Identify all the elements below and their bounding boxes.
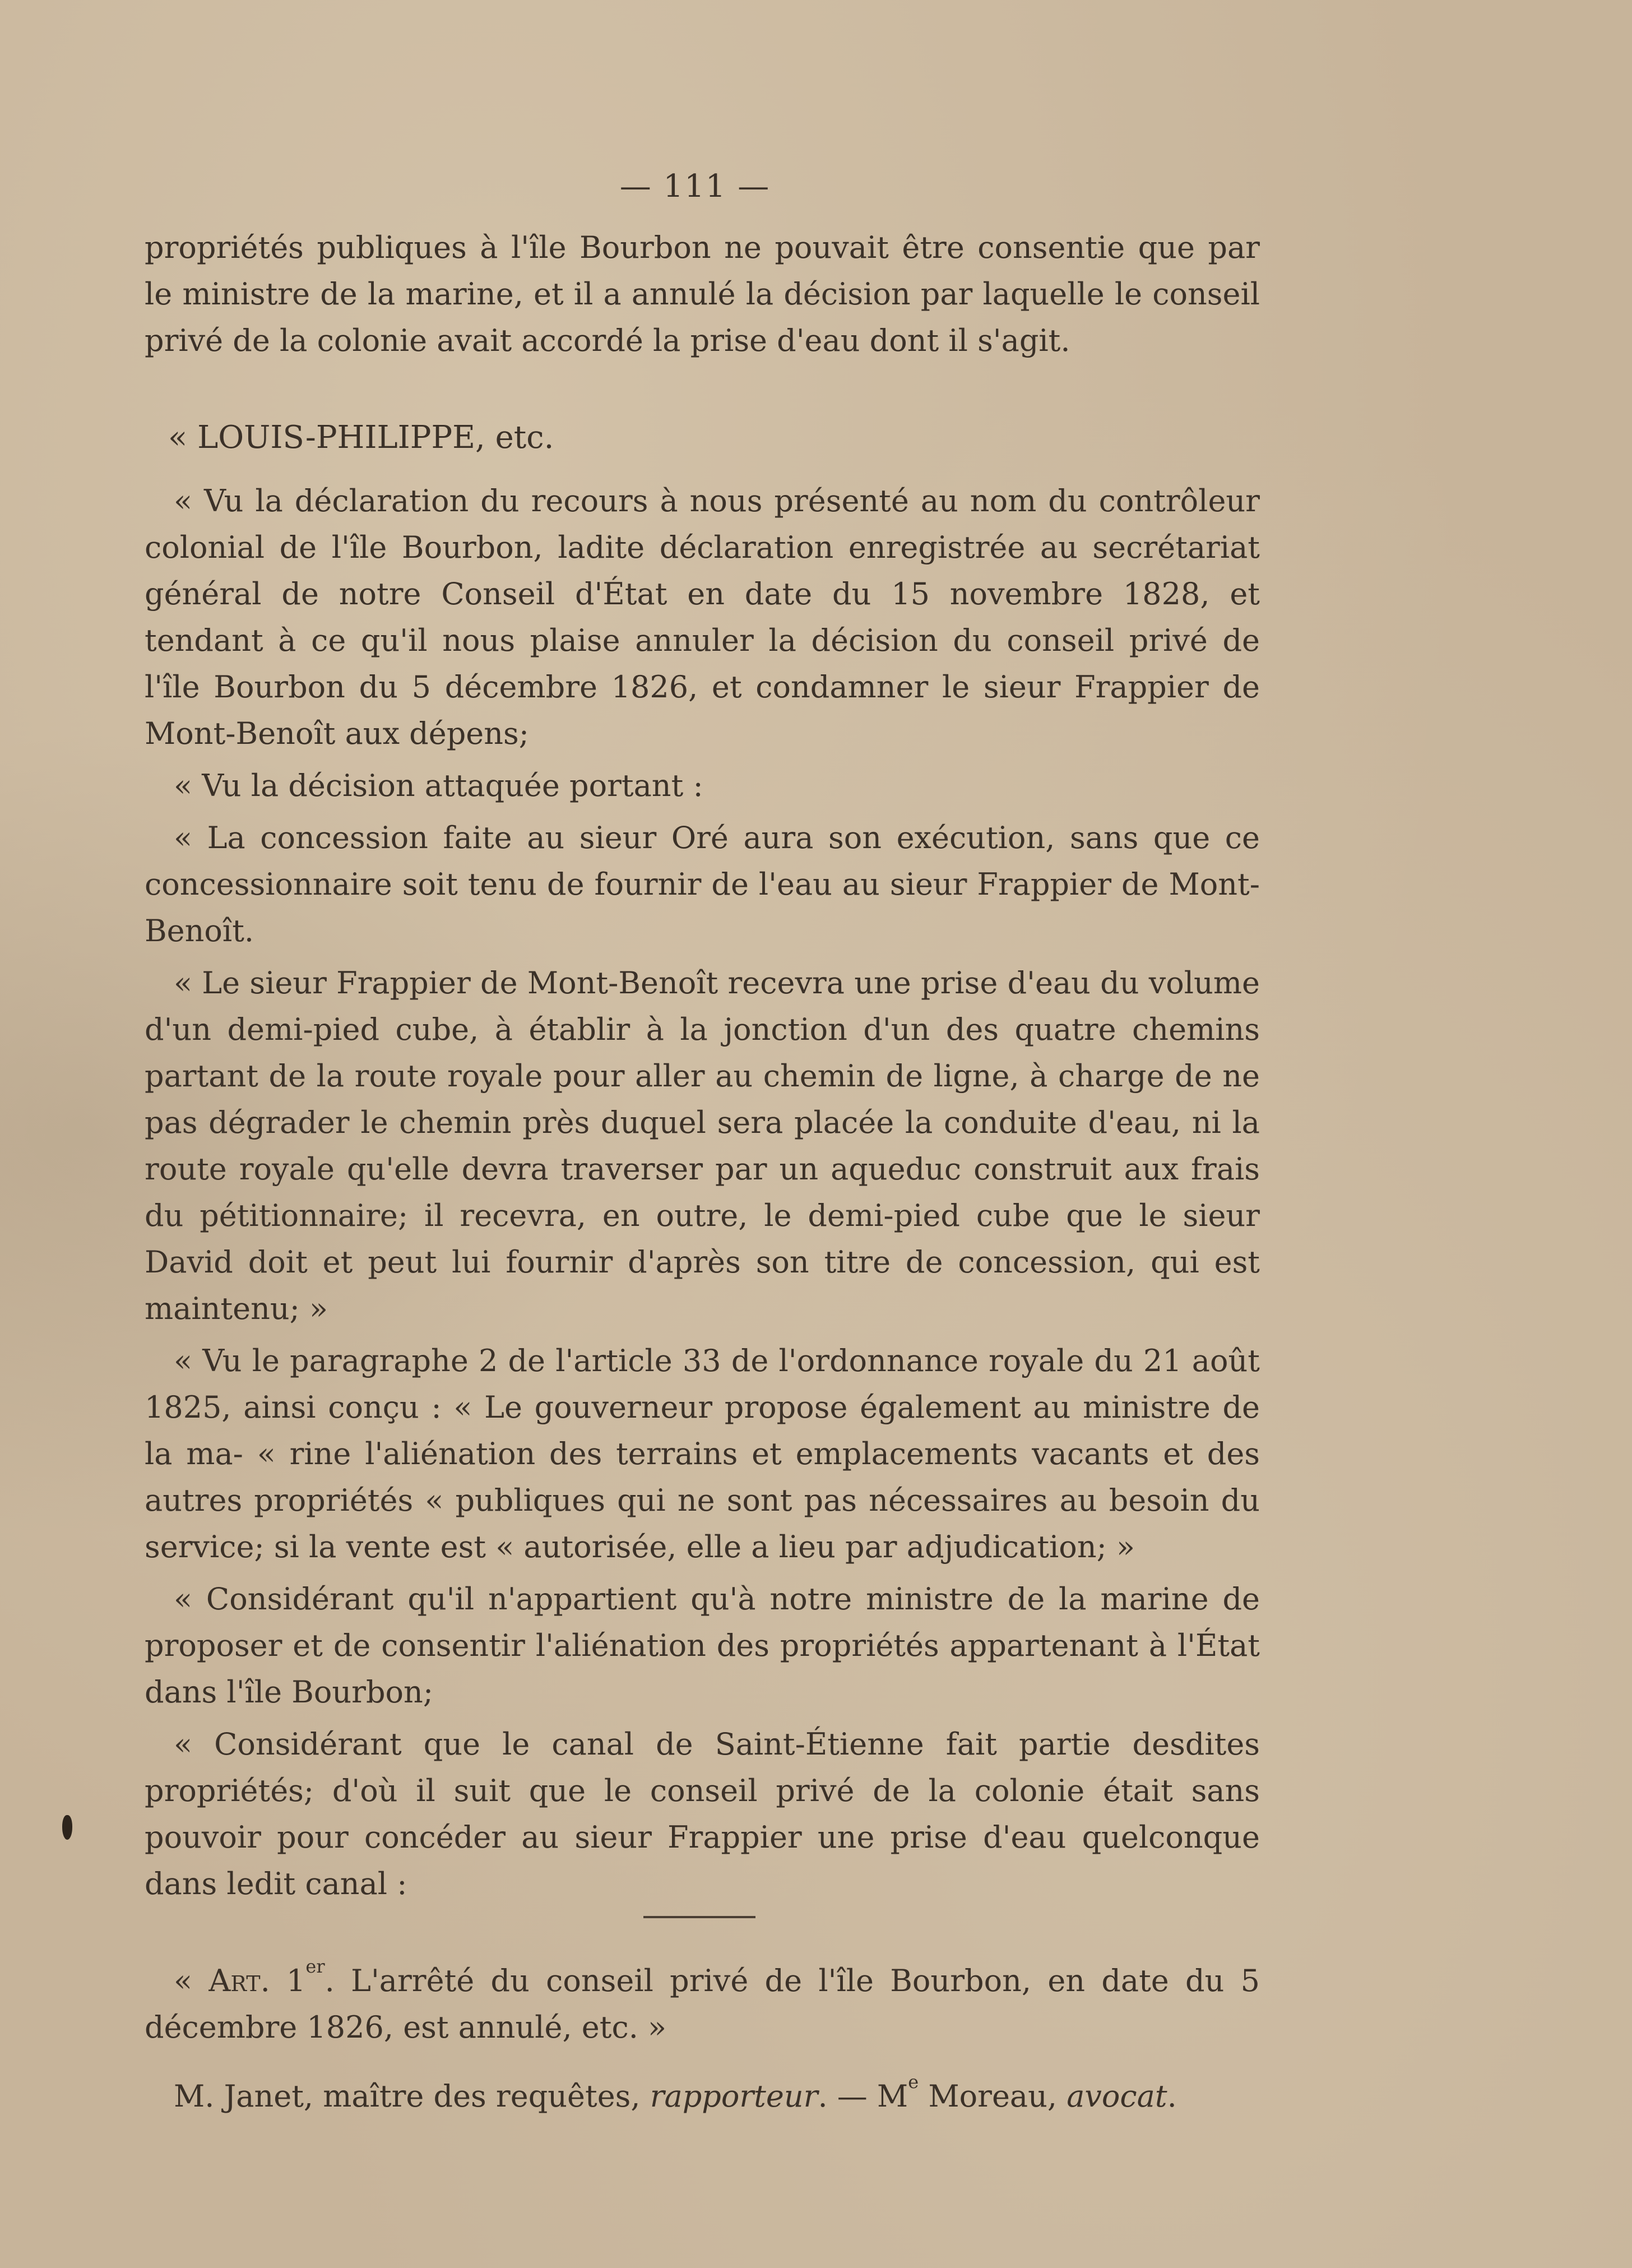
ink-blot-mark — [62, 1815, 72, 1840]
paragraph-article — [145, 1957, 1260, 2051]
paragraph-prise-eau: « Le sieur Frappier de Mont-Benoît recevra une prise d'eau du volume d'un demi-pied cube, à établir à la jonction d'un des quatre chemins partant de la route royale pour aller au chemin de ligne, à charge de ne pas dégrader le chemin près duquel sera placée la conduite d'eau, ni la route royale qu'elle devra traverser par un aqueduc construit aux frais du pétitionnaire; il recevra, en outre, le demi-pied cube que le sieur David doit et peut lui fournir d'après son titre de concession, qui est maintenu; » — [145, 965, 1260, 1326]
paragraph-considerant-2: « Considérant que le canal de Saint-Étienne fait partie desdites propriétés; d'où il suit que le conseil privé de la colonie était sans pouvoir pour concéder au sieur Frappier une prise d'eau quelconque dans ledit canal : — [145, 1727, 1260, 1901]
paragraph-intro: propriétés publiques à l'île Bourbon ne pouvait être consentie que par le ministre de la marine, et il a annulé la décision par laquelle le conseil privé de la colonie avait accordé la prise d'eau dont il s'agit. — [145, 230, 1260, 358]
signature-end: . — [1167, 2079, 1177, 2114]
page-number: — 111 — — [619, 168, 771, 205]
paragraph-vu-declaration: « Vu la déclaration du recours à nous présenté au nom du contrôleur colonial de l'île Bourbon, ladite déclaration enregistrée au secrétariat général de notre Conseil d'État en date du 15 novembre 1828, et tendant à ce qu'il nous plaise annuler la décision du conseil privé de l'île Bourbon du 5 décembre 1826, et condamner le sieur Frappier de Mont-Benoît aux dépens; — [145, 483, 1260, 751]
avocat-name: Moreau, — [919, 2079, 1067, 2114]
maitre-sup: e — [908, 2071, 919, 2093]
document-body — [145, 224, 1260, 2125]
paragraph-considerant-1: « Considérant qu'il n'appartient qu'à notre ministre de la marine de proposer et de consentir l'aliénation des propriétés appartenant à l'État dans l'île Bourbon; — [145, 1581, 1260, 1710]
rapporteur-name: M. Janet, maître des requêtes, — [174, 2079, 650, 2114]
article-sup: er — [305, 1956, 325, 1977]
paragraph-vu-paragraphe: « Vu le paragraphe 2 de l'article 33 de l'ordonnance royale du 21 août 1825, ainsi conçu : « Le gouverneur propose également au ministre de la ma- « rine l'aliénation des terrains et emplacements vacants et des autres propriétés « publiques qui ne sont pas nécessaires au besoin du service; si la vente est « autorisée, elle a lieu par adjudication; » — [145, 1343, 1260, 1565]
avocat-role: avocat — [1067, 2079, 1167, 2114]
article-prefix: « — [174, 1963, 209, 1998]
paragraph-vu-decision: « Vu la décision attaquée portant : — [174, 768, 703, 803]
article-text: . L'arrêté du conseil privé de l'île Bourbon, en date du 5 décembre 1826, est annulé, etc. » — [145, 1963, 1260, 2045]
signature-separator: . — M — [818, 2079, 908, 2114]
paragraph-concession: « La concession faite au sieur Oré aura son exécution, sans que ce concessionnaire soit tenu de fournir de l'eau au sieur Frappier de Mont-Benoît. — [145, 820, 1260, 948]
rapporteur-role: rapporteur — [650, 2079, 818, 2114]
signature-line — [145, 2073, 1260, 2119]
paragraph-royal-heading: « LOUIS-PHILIPPE, etc. — [168, 419, 554, 456]
article-label: Art. 1 — [208, 1963, 306, 1998]
section-rule-divider — [643, 1916, 755, 1918]
